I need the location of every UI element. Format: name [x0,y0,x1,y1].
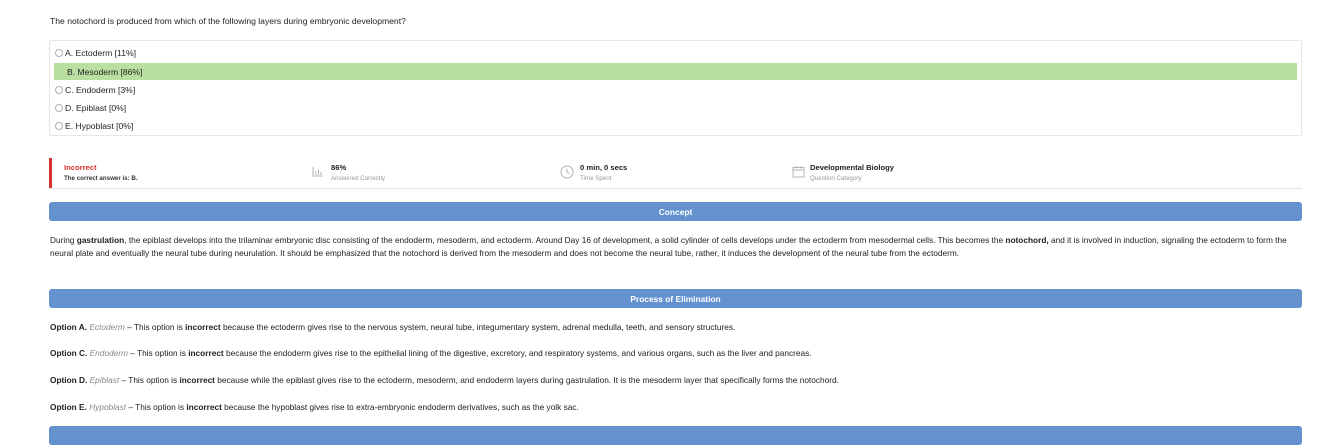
time-value: 0 min, 0 secs [580,163,628,172]
elim-text: because while the epiblast gives rise to the ectoderm, mesoderm, and endoderm layers during gastrulation. It is the mesoderm layer that specifically forms the notochord. [214,375,839,385]
result-stat [64,163,138,182]
option-term: Epiblast [89,375,120,385]
radio-icon[interactable] [55,104,63,112]
verdict: incorrect [179,375,215,385]
concept-bold: gastrulation [76,235,125,245]
concept-bold: notochord, [1005,235,1049,245]
percent-label: Answered Correctly [331,175,385,182]
option-term: Endoderm [89,348,128,358]
correct-answer-text: The correct answer is: B. [64,175,138,182]
bar-chart-icon [312,166,324,177]
time-stat [580,163,627,182]
elim-text: – This option is [124,322,186,332]
option-ref: Option E. [50,402,87,412]
concept-paragraph [50,234,1300,260]
option-term: Ectoderm [89,322,125,332]
option-d[interactable] [54,99,1297,116]
radio-icon[interactable] [55,122,63,130]
elimination-item [50,322,735,332]
elim-text: because the hypoblast gives rise to extra-embryonic endoderm derivatives, such as the yolk sac. [221,402,579,412]
elimination-item [50,402,579,412]
elim-text: – This option is [119,375,180,385]
result-status: Incorrect [64,163,97,172]
option-term: Hypoblast [89,402,127,412]
option-ref: Option A. [50,322,88,332]
option-ref: Option D. [50,375,88,385]
radio-icon[interactable] [55,86,63,94]
elim-text: because the ectoderm gives rise to the nervous system, neural tube, integumentary system, adrenal medulla, teeth, and sensory structures. [220,322,736,332]
category-label: Question Category [810,175,862,182]
answer-options [49,40,1302,136]
incorrect-indicator [49,158,52,188]
verdict: incorrect [188,348,224,358]
elimination-item [50,348,812,358]
elim-text: – This option is [127,348,189,358]
option-e[interactable] [54,117,1297,134]
option-label: D. Epiblast [0%] [65,102,127,113]
elim-text: – This option is [126,402,187,412]
option-label: A. Ectoderm [11%] [65,47,137,58]
concept-text: and it is involved in induction, signaling the ectoderm to form the neural plate and eventually the neural tube during neurulation. It should be emphasized that the notochord is derived from the mesoderm and does not become the neural tube, rather, it induces the development of the neural tube from the ectoderm. [50,235,1287,258]
option-a[interactable] [54,44,1297,61]
clock-icon [560,165,574,179]
question-text: The notochord is produced from which of the following layers during embryonic development? [50,16,406,26]
radio-icon[interactable] [55,49,63,57]
percent-stat [331,163,385,182]
percent-value: 86% [331,163,347,172]
time-label: Time Spent [580,175,612,182]
category-stat [810,163,894,182]
next-section-header [49,426,1302,445]
verdict: incorrect [186,402,222,412]
option-label: B. Mesoderm [86%] [67,66,143,77]
verdict: incorrect [185,322,221,332]
elimination-header: Process of Elimination [49,289,1302,308]
option-ref: Option C. [50,348,88,358]
category-value: Developmental Biology [810,163,894,172]
result-stats-bar [49,158,1302,189]
option-c[interactable] [54,81,1297,98]
option-label: E. Hypoblast [0%] [65,120,134,131]
option-b[interactable] [54,63,1297,80]
concept-text: , the epiblast develops into the trilaminar embryonic disc consisting of the endoderm, mesoderm, and ectoderm. Around Day 16 of development, a solid cylinder of cells develops under the ectoderm from mesodermal cells. This becomes the [124,235,1006,245]
concept-text: During [50,235,77,245]
elim-text: because the endoderm gives rise to the epithelial lining of the digestive, excretory, and respiratory systems, and various organs, such as the liver and pancreas. [223,348,812,358]
calendar-icon [792,165,805,178]
concept-header: Concept [49,202,1302,221]
option-label: C. Endoderm [3%] [65,84,136,95]
elimination-item [50,375,839,385]
